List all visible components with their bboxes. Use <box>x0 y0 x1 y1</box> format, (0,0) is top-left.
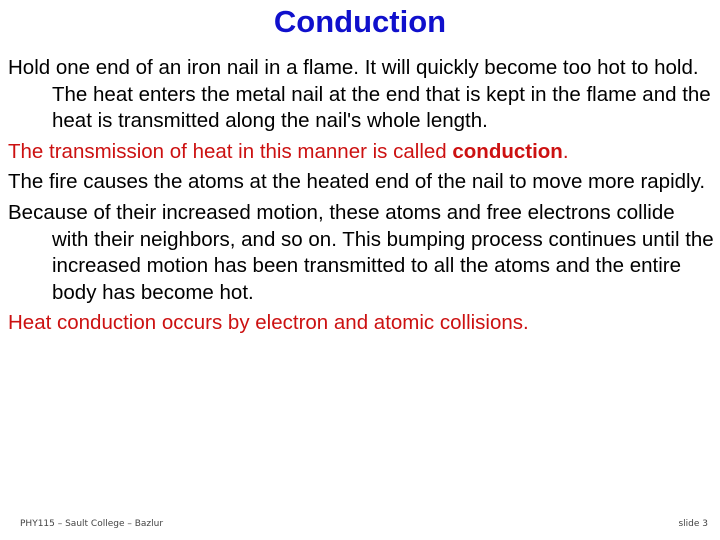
paragraph-conduction-definition <box>8 139 716 166</box>
paragraph-iron-nail: Hold one end of an iron nail in a flame. It will quickly become too hot to hold. The heat enters the metal nail at the end that is kept in the flame and the heat is transmitted along the nail's whole length. <box>8 56 711 133</box>
slide-body <box>8 55 716 341</box>
paragraph-atoms-move: The fire causes the atoms at the heated end of the nail to move more rapidly. <box>8 170 706 194</box>
slide-title: Conduction <box>273 4 447 39</box>
paragraph-collisions: Because of their increased motion, these atoms and free electrons collide with their neighbors, and so on. This bumping process continues until the increased motion has been transmitted to all the atoms and the entire body has become hot. <box>8 200 714 304</box>
slide-number: slide 3 <box>678 519 708 529</box>
term-conduction: conduction <box>452 139 563 163</box>
paragraph-conclusion: Heat conduction occurs by electron and atomic collisions. <box>8 311 529 335</box>
footer-course: PHY115 – Sault College – Bazlur <box>20 519 164 529</box>
definition-text: The transmission of heat in this manner is called <box>8 139 453 163</box>
definition-period: . <box>562 139 569 163</box>
